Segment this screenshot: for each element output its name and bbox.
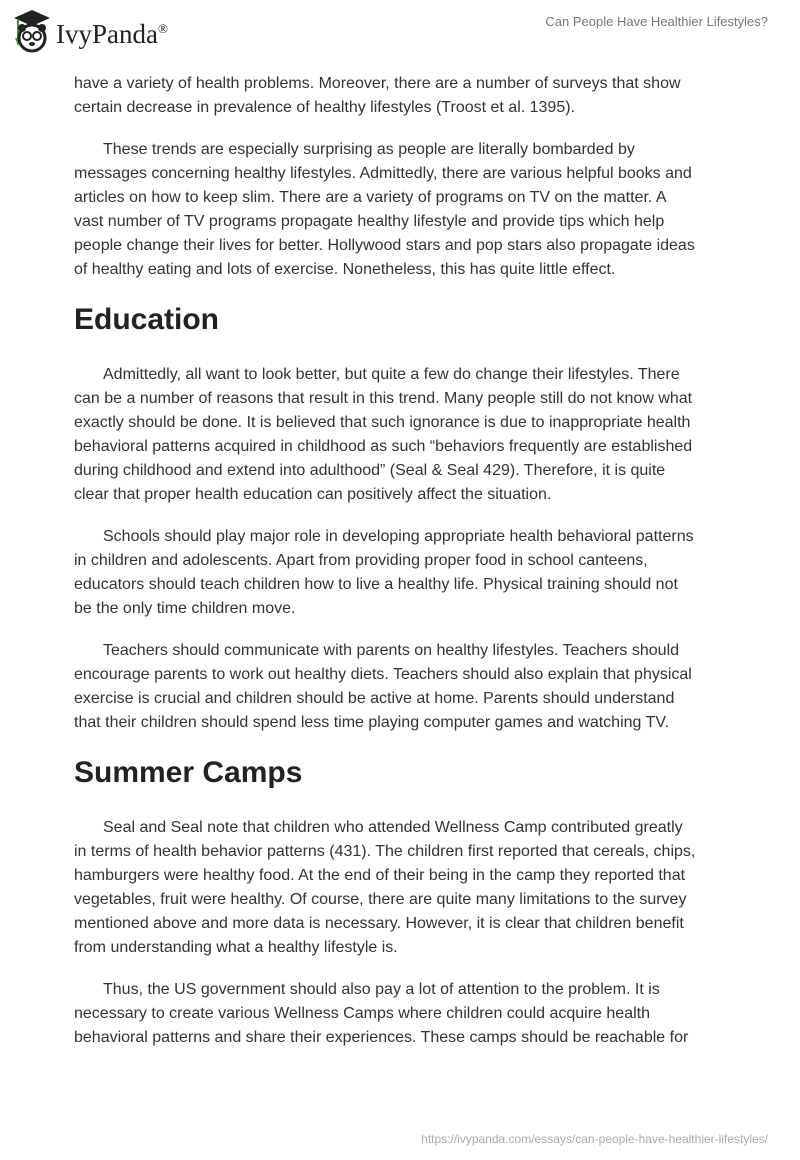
paragraph-line: encourage parents to work out healthy diets. Teachers should also explain that physical (74, 666, 692, 683)
paragraph-line: exercise is crucial and children should be active at home. Parents should understand (74, 690, 675, 707)
paragraph-line: necessary to create various Wellness Camps where children could acquire health (74, 1005, 650, 1022)
paragraph (74, 978, 734, 1050)
paragraph-line: vast number of TV programs propagate healthy lifestyle and provide tips which help (74, 213, 665, 230)
paragraph-line: people change their lives for better. Hollywood stars and pop stars also propagate ideas (74, 237, 695, 254)
paragraph-line: be the only time children move. (74, 600, 296, 617)
paragraph-line: articles on how to keep slim. There are a variety of programs on TV on the matter. A (74, 189, 667, 206)
paragraph-line: educators should teach children how to live a healthy life. Physical training should not (74, 576, 678, 593)
paragraph-line: behavioral patterns and share their experiences. These camps should be reachable for (74, 1029, 689, 1046)
paragraph-line: clear that proper health education can positively affect the situation. (74, 486, 552, 503)
paragraph-line: mentioned above and more data is necessary. However, it is clear that children benefit (74, 915, 684, 932)
document-title: Can People Have Healthier Lifestyles? (545, 14, 768, 29)
paragraph-line: that their children should spend less time playing computer games and watching TV. (74, 714, 670, 731)
paragraph (74, 525, 734, 621)
paragraph-line: in children and adolescents. Apart from providing proper food in school canteens, (74, 552, 648, 569)
paragraph-line: hamburgers were healthy food. At the end of their being in the camp they reported that (74, 867, 686, 884)
page-header (0, 0, 800, 60)
section-heading: Education (74, 303, 220, 336)
paragraph-line: messages concerning healthy lifestyles. Admittedly, there are various helpful books and (74, 165, 692, 182)
paragraph-line: in terms of health behavior patterns (431). The children first reported that cereals, chips, (74, 843, 696, 860)
logo-text: IvyPanda® (56, 18, 168, 49)
paragraph-line: can be a number of reasons that result in this trend. Many people still do not know what (74, 390, 693, 407)
essay-content (74, 72, 734, 1068)
paragraph (74, 138, 734, 282)
paragraph (74, 816, 734, 960)
paragraph-line: of healthy eating and lots of exercise. Nonetheless, this has quite little effect. (74, 261, 616, 278)
paragraph (74, 72, 734, 120)
paragraph-line: have a variety of health problems. Moreover, there are a number of surveys that show (74, 75, 681, 92)
paragraph-line: vegetables, fruit were healthy. Of course, there are quite many limitations to the survey (74, 891, 687, 908)
paragraph-line: behavioral patterns acquired in childhood as such “behaviors frequently are established (74, 438, 693, 455)
paragraph-line: exactly should be done. It is believed that such ignorance is due to inappropriate health (74, 414, 691, 431)
paragraph-line: Seal and Seal note that children who attended Wellness Camp contributed greatly (103, 819, 683, 836)
source-url[interactable]: https://ivypanda.com/essays/can-people-have-healthier-lifestyles/ (421, 1132, 768, 1146)
paragraph-line: certain decrease in prevalence of healthy lifestyles (Troost et al. 1395). (74, 99, 575, 116)
paragraph-line: Teachers should communicate with parents on healthy lifestyles. Teachers should (103, 642, 680, 659)
section-heading: Summer Camps (74, 756, 303, 789)
paragraph-line: Thus, the US government should also pay a lot of attention to the problem. It is (103, 981, 660, 998)
panda-graduate-icon (12, 8, 52, 54)
paragraph (74, 639, 734, 735)
paragraph-line: Schools should play major role in developing appropriate health behavioral patterns (103, 528, 694, 545)
paragraph-line: These trends are especially surprising as people are literally bombarded by (103, 141, 635, 158)
paragraph (74, 363, 734, 507)
paragraph-line: Admittedly, all want to look better, but quite a few do change their lifestyles. There (103, 366, 680, 383)
paragraph-line: during childhood and extend into adulthood” (Seal & Seal 429). Therefore, it is quite (74, 462, 666, 479)
ivypanda-logo[interactable] (12, 8, 168, 54)
paragraph-line: from understanding what a healthy lifestyle is. (74, 939, 398, 956)
